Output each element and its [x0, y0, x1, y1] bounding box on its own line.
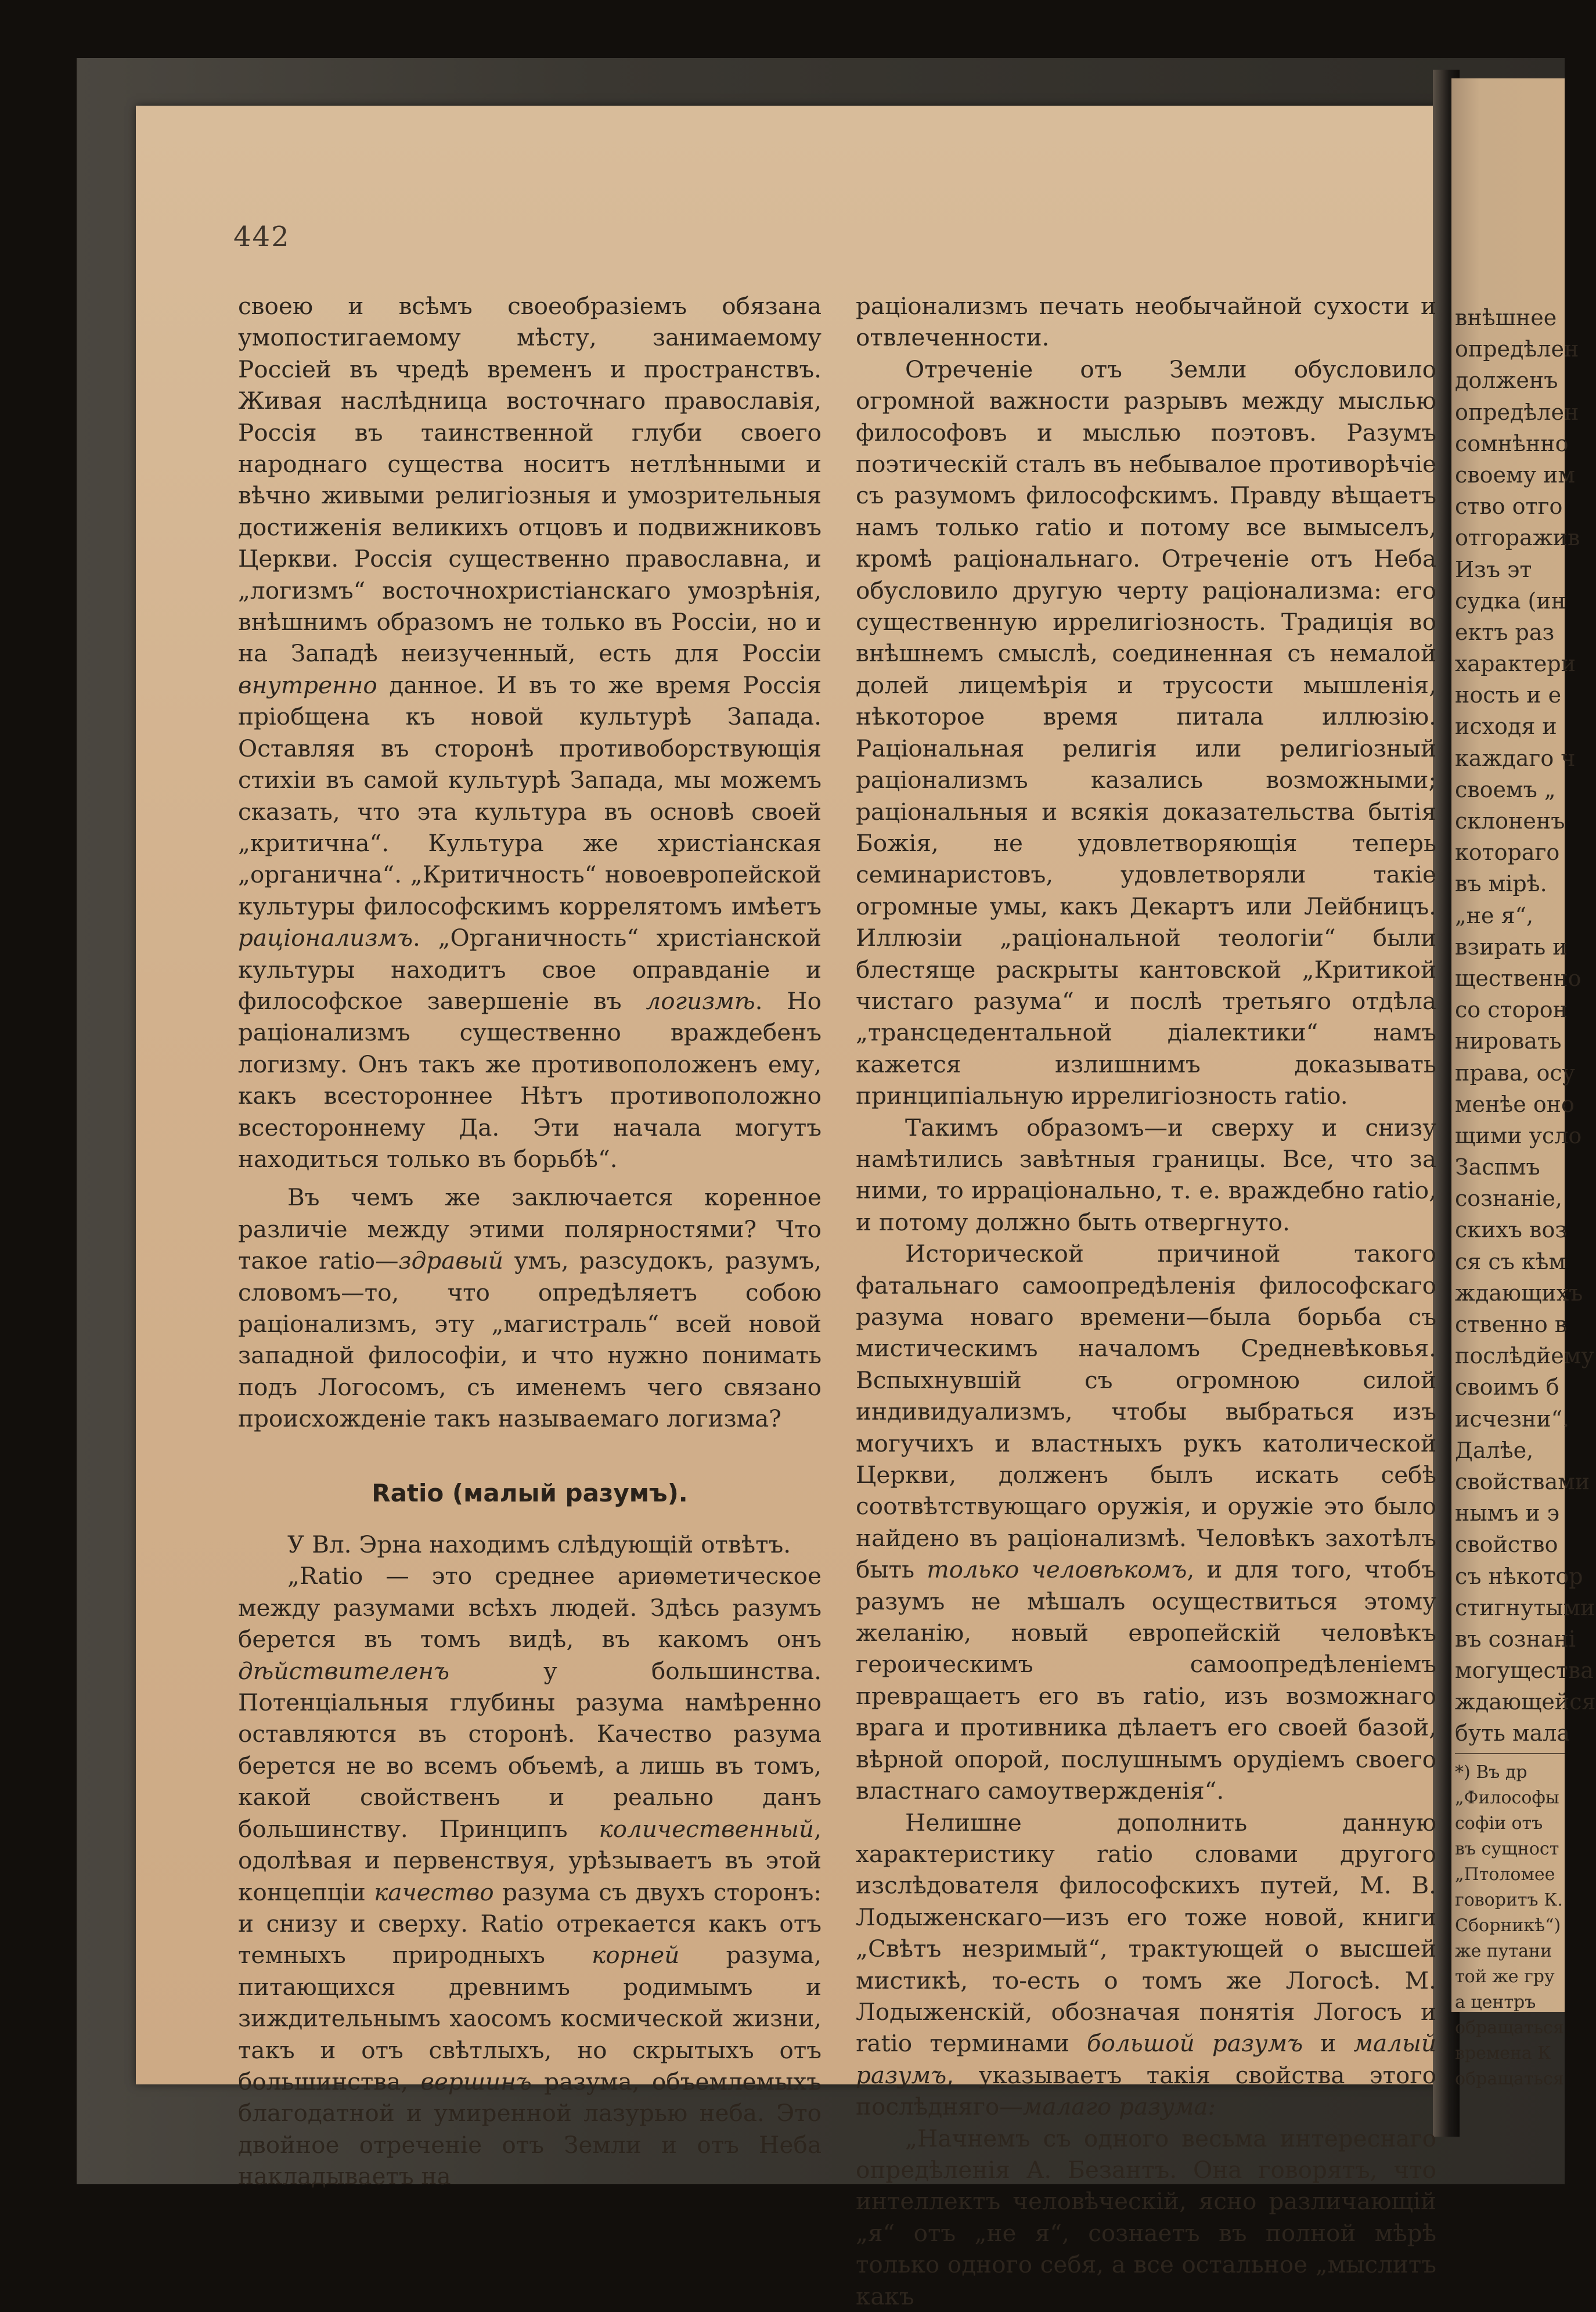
- next-page-line: судка (ин: [1455, 588, 1566, 614]
- next-page-line: ся съ кѣм: [1455, 1248, 1566, 1274]
- next-page-line: съ нѣкотор: [1455, 1563, 1583, 1589]
- next-page-line: ство отго: [1455, 494, 1563, 520]
- next-page-line: въ мірѣ.: [1455, 871, 1547, 897]
- next-page-line: въ сознані: [1455, 1626, 1576, 1652]
- paragraph: „Начнемъ съ одного весьма интереснаго опредѣленія А. Безантъ. Она говорятъ, что интеллектъ человѣческій, ясно различающій „я“ отъ „не я“, сознаетъ въ полной мѣрѣ только одного себя, а все остальное „мыслитъ какъ: [856, 2124, 1436, 2310]
- next-page-line: сознаніе,: [1455, 1186, 1562, 1212]
- right-column: [856, 290, 1436, 2312]
- next-page-line: буть мала: [1455, 1720, 1570, 1746]
- paragraph: Такимъ образомъ—и сверху и снизу намѣтились завѣтныя границы. Все, что за ними, то ирраціонально, т. е. враждебно ratio, и потому должно быть отвергнуто.: [856, 1113, 1436, 1236]
- next-page-line: ственно в: [1455, 1312, 1568, 1337]
- next-page-line: котораго: [1455, 840, 1560, 866]
- next-page-line: своемъ „: [1455, 776, 1556, 802]
- next-page-line: стигнутыми: [1455, 1594, 1595, 1620]
- next-page-footnote-line: же путани: [1455, 1940, 1552, 1961]
- next-page-line: со сторон: [1455, 997, 1568, 1023]
- next-page-footnote-line: времена К: [1455, 2043, 1551, 2063]
- next-page-footnote-line: Сборникѣ“): [1455, 1915, 1561, 1936]
- paragraph: Отреченіе отъ Земли обусловило огромной важности разрывъ между мыслью философовъ и мыслью поэтовъ. Разумъ поэтическій сталъ въ небывалое противорѣчіе съ разумомъ философскимъ. Правду вѣщаетъ намъ только ratio и потому все вымыселъ, кромѣ раціональнаго. Отреченіе отъ Неба обусловило другую черту раціонализма: его существенную иррелигіозность. Традиція во внѣшнемъ смыслѣ, соединенная съ немалой долей лицемѣрія и трусости мышленія, нѣкоторое время питала иллюзію. Раціональная религія или религіозный раціонализмъ казались возможными; раціональныя и всякія доказательства бытія Божія, не удовлетворяющія теперь семинаристовъ, удовлетворяли такіе огромные умы, какъ Декартъ или Лейбницъ. Иллюзіи „раціональной теологіи“ были блестяще раскрыты кантовской „Критикой чистаго разума“ и послѣ третьяго отдѣла „трансцедентальной діалектики“ намъ кажется излишнимъ доказывать принципіальную иррелигіозность ratio.: [856, 355, 1436, 1110]
- footnote-separator: [1455, 1753, 1565, 1760]
- next-page-line: ждающихъ: [1455, 1280, 1583, 1306]
- next-page-line: Заспмъ: [1455, 1154, 1540, 1180]
- left-column: [238, 290, 822, 2192]
- next-page-line: менѣе оно: [1455, 1091, 1575, 1117]
- next-page-line: Далѣе,: [1455, 1437, 1534, 1463]
- next-page-line: ность и е: [1455, 682, 1562, 708]
- next-page-footnote-line: той же гру: [1455, 1966, 1555, 1987]
- paragraph: Нелишне дополнить данную характеристику ratio словами другого изслѣдователя философскихъ путей, М. В. Лодыженскаго—изъ его тоже новой, книги „Свѣтъ незримый“, трактующей о высшей мистикѣ, то-есть о томъ же Логосѣ. М. Лодыженскій, обозначая понятія Логосъ и ratio терминами большой разумъ и малый разумъ, указываетъ такія свойства этого послѣдняго—малаго разума:: [856, 1808, 1436, 2121]
- next-page-footnote-line: а центръ: [1455, 1992, 1536, 2012]
- next-page-line: Изъ эт: [1455, 556, 1532, 582]
- next-page-line: „не я“,: [1455, 902, 1534, 928]
- paragraph: У Вл. Эрна находимъ слѣдующій отвѣтъ.: [287, 1530, 791, 1559]
- next-page-line: своему им: [1455, 462, 1575, 488]
- next-page-line: характери: [1455, 651, 1576, 677]
- next-page-line: свойствами: [1455, 1468, 1590, 1494]
- next-page-line: ждающейся: [1455, 1689, 1596, 1715]
- next-page-line: нымъ и э: [1455, 1500, 1560, 1526]
- next-page-line: склоненъ: [1455, 808, 1565, 834]
- next-page-line: ектъ раз: [1455, 619, 1555, 645]
- next-page-line: исчезни“.: [1455, 1406, 1570, 1432]
- next-page-line: могущества: [1455, 1658, 1594, 1684]
- next-page-line: послѣдйему: [1455, 1343, 1594, 1369]
- paragraph: Исторической причиной такого фатальнаго самоопредѣленія философскаго разума новаго времени—была борьба съ мистическимъ началомъ Средневѣковья. Вспыхнувшій съ огромною силой индивидуализмъ, чтобы выбраться изъ могучихъ и властныхъ рукъ католической Церкви, долженъ былъ искать себѣ соотвѣтствующаго оружія, и оружіе это было найдено въ раціонализмѣ. Человѣкъ захотѣлъ быть только человѣкомъ, и для того, чтобъ разумъ не мѣшалъ осуществиться этому желанію, новый европейскій человѣкъ героическимъ самоопредѣленіемъ превращаетъ его въ ratio, изъ возможнаго врага и противника дѣлаетъ его своей базой, вѣрной опорой, послушнымъ орудіемъ своего властнаго самоутвержденія“.: [856, 1240, 1436, 1805]
- next-page-footnote-line: обращаться: [1455, 2068, 1564, 2089]
- next-page-line: своимъ б: [1455, 1374, 1559, 1400]
- next-page-line: нировать: [1455, 1028, 1562, 1054]
- next-page-line: отгоражив: [1455, 525, 1580, 551]
- next-page-footnote-line: *) Въ др: [1455, 1762, 1527, 1782]
- next-page-line: опредѣлен: [1455, 399, 1579, 425]
- next-page-footnote-line: въ сущност: [1455, 1838, 1559, 1859]
- paragraph: Въ чемъ же заключается коренное различіе между этими полярностями? Что такое ratio—здравый умъ, разсудокъ, разумъ, словомъ—то, что опредѣляетъ собою раціонализмъ, эту „магистраль“ всей новой западной философіи, и что нужно понимать подъ Логосомъ, съ именемъ чего связано происхожденіе такъ называемаго логизма?: [238, 1183, 822, 1433]
- page-number: 442: [233, 221, 290, 253]
- paragraph: „Ratio — это среднее ариѳметическое между разумами всѣхъ людей. Здѣсь разумъ берется въ томъ видѣ, въ какомъ онъ дѣйствителенъ у большинства. Потенціальныя глубины разума намѣренно оставляются въ сторонѣ. Качество разума берется не во всемъ объемѣ, а лишь въ томъ, какой свойственъ и реально данъ большинству. Принципъ количественный, одолѣвая и первенствуя, урѣзываетъ въ этой концепціи качество разума съ двухъ сторонъ: и снизу и сверху. Ratio отрекается какъ отъ темныхъ природныхъ корней разума, питающихся древнимъ родимымъ и зиждительнымъ хаосомъ космической жизни, такъ и отъ свѣтлыхъ, но скрытыхъ отъ большинства, вершинъ разума, объемлемыхъ благодатной и умиренной лазурью неба. Это двойное отреченіе отъ Земли и отъ Неба накладываетъ на: [238, 1562, 822, 2191]
- next-page-line: опредѣлен: [1455, 336, 1579, 362]
- next-page-footnote-line: обращаться: [1455, 2017, 1564, 2038]
- next-page-line: долженъ: [1455, 368, 1558, 394]
- next-page-text: [1455, 302, 1596, 2092]
- next-page-line: исходя и: [1455, 714, 1557, 740]
- next-page-footnote-line: говоритъ К.: [1455, 1889, 1563, 1910]
- paragraph: раціонализмъ печать необычайной сухости и отвлеченности.: [856, 292, 1436, 352]
- next-page-line: внѣшнее: [1455, 305, 1557, 330]
- next-page-footnote-line: „Птоломее: [1455, 1864, 1555, 1885]
- next-page-line: скихъ воз: [1455, 1217, 1568, 1243]
- paragraph: своею и всѣмъ своеобразіемъ обязана умопостигаемому мѣсту, занимаемому Россіей въ чредѣ временъ и пространствъ. Живая наслѣдница восточнаго православія, Россія въ таинственной глуби своего народнаго существа носитъ нетлѣнными и вѣчно живыми религіозныя и умозрительныя достиженія великихъ отцовъ и подвижниковъ Церкви. Россія существенно православна, и „логизмъ“ восточнохристіанскаго умозрѣнія, внѣшнимъ образомъ не только въ Россіи, но и на Западѣ неизученный, есть для Россіи внутренно данное. И въ то же время Россія пріобщена къ новой культурѣ Запада. Оставляя въ сторонѣ противоборствующія стихіи въ самой культурѣ Запада, мы можемъ сказать, что эта культура въ основѣ своей „критична“. Культура же христіанская „органична“. „Критичность“ новоевропейской культуры философскимъ коррелятомъ имѣетъ раціонализмъ. „Органичность“ христіанской культуры находитъ свое оправданіе и философское завершеніе въ логизмѣ. Но раціонализмъ существенно враждебенъ логизму. Онъ такъ же противоположенъ ему, какъ всестороннее Нѣтъ противоположно всестороннему Да. Эти начала могутъ находиться только въ борьбѣ“.: [238, 292, 822, 1173]
- next-page-line: щими усло: [1455, 1122, 1582, 1148]
- next-page-line: сомнѣнно: [1455, 430, 1569, 456]
- next-page-footnote-line: софіи отъ: [1455, 1813, 1543, 1834]
- next-page-line: свойство: [1455, 1532, 1558, 1558]
- next-page-line: щественно: [1455, 965, 1581, 991]
- next-page-line: права, осу: [1455, 1060, 1576, 1086]
- next-page-line: каждаго ч: [1455, 745, 1576, 771]
- section-title: Ratio (малый разумъ).: [372, 1478, 688, 1507]
- next-page-line: взирать и: [1455, 934, 1568, 960]
- next-page-footnote-line: „Философы: [1455, 1787, 1559, 1808]
